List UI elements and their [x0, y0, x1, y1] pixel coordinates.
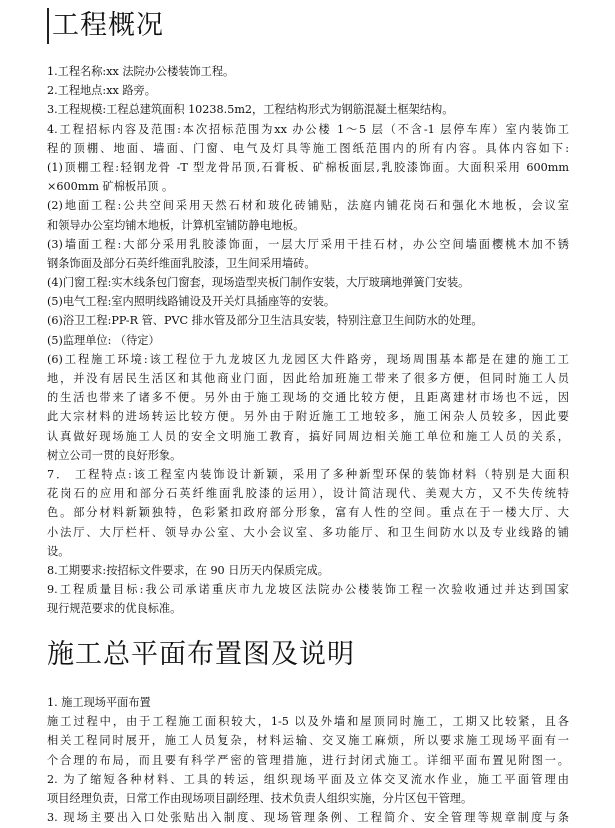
paragraph-line: (1)顶棚工程:轻钢龙骨 -T 型龙骨吊顶,石膏板、矿棉板面层,乳胶漆饰面。大面积采用 600mm [47, 160, 569, 174]
paragraph-line: 项目经理负责，日常工作由现场项目副经理、技术负责人组织实施，分片区包干管理。 [47, 791, 473, 805]
paragraph-line: 2. 为了缩短各种材料、工具的转运，组织现场平面及立体交叉流水作业，施工平面管理由 [47, 772, 569, 786]
paragraph-line: 此大宗材料的进场转运比较方便。另外由于附近施工工地较多，施工闲杂人员较多，因此要 [47, 410, 569, 424]
paragraph-line: 4.工程招标内容及范围:本次招标范围为xx 办公楼 1～5 层（不含-1 层停车库）室内装饰工 [47, 122, 569, 136]
paragraph-line: 3.工程规模:工程总建筑面积 10238.5m2，工程结构形式为钢筋混凝土框架结构。 [47, 103, 454, 117]
paragraph-line: (6)工程施工环境:该工程位于九龙坡区九龙园区大件路旁，现场周围基本都是在建的施工工 [47, 352, 569, 366]
paragraph-line: 8.工期要求:按招标文件要求，在 90 日历天内保质完成。 [47, 563, 329, 577]
paragraph-line: 和领导办公室均铺木地板，计算机室铺防静电地板。 [47, 218, 305, 232]
paragraph-line: 个合理的布局，而且要有科学严密的管理措施，进行封闭式施工。详细平面布置见附图一。 [47, 753, 569, 767]
paragraph-line: (5)监理单位: （待定） [47, 333, 160, 347]
paragraph-line: 2.工程地点:xx 路旁。 [47, 84, 156, 98]
paragraph-line: 1. 施工现场平面布置 [47, 696, 151, 709]
paragraph-line: (2)地面工程:公共空间采用天然石材和玻化砖铺贴，法庭内铺花岗石和强化木地板，会议室 [47, 199, 569, 213]
paragraph-line: 3. 现场主要出入口处张贴出入制度、现场管理条例、工程简介、安全管理等规章制度与条 [47, 811, 569, 825]
paragraph-line: 小法厅、大厅栏杆、领导办公室、大小会议室、多功能厅、和卫生间防水以及专业线路的铺 [47, 525, 569, 539]
paragraph-line: 色。部分材料新颖独特，色彩紧扣政府部分形象，富有人性的空间。重点在于一楼大厅、大 [47, 506, 569, 520]
site-layout-body [47, 693, 569, 827]
paragraph-line: (4)门窗工程:实木线条包门窗套，现场造型夹板门制作安装，大厅玻璃地弹簧门安装。 [47, 276, 470, 290]
paragraph-line: 树立公司一贯的良好形象。 [47, 448, 182, 462]
section-title-project-overview: 工程概况 [52, 10, 164, 41]
paragraph-line: (5)电气工程:室内照明线路铺设及开关灯具插座等的安装。 [47, 295, 336, 309]
paragraph-line: 钢条饰面及部分石英纤维面乳胶漆，卫生间采用墙砖。 [47, 256, 316, 270]
paragraph-line: (6)浴卫工程:PP-R 管、PVC 排水管及部分卫生洁具安装，特别注意卫生间防水的处理。 [47, 314, 483, 328]
paragraph-line: 设。 [47, 544, 70, 558]
project-overview-body [47, 62, 569, 618]
paragraph-line: (3)墙面工程:大部分采用乳胶漆饰面，一层大厅采用干挂石材，办公空间墙面樱桃木加不锈 [47, 237, 569, 251]
paragraph-line: 施工过程中，由于工程施工面积较大，1-5 以及外墙和屋顶同时施工，工期又比较紧，且各 [47, 715, 569, 729]
paragraph-line: 相关工程同时展开，施工人员复杂，材料运输、交叉施工麻烦，所以要求施工现场平面有一 [47, 734, 569, 748]
paragraph-line: 现行规范要求的优良标准。 [47, 602, 182, 616]
paragraph-line: 程的顶棚、地面、墙面、门窗、电气及灯具等施工图纸范围内的所有内容。具体内容如下: [47, 141, 569, 155]
paragraph-line: ×600mm 矿棉板吊顶 。 [47, 180, 174, 194]
paragraph-line: 的生活也带来了诸多不便。另外由于施工现场的交通比较方便，且距离建材市场也不远，因 [47, 391, 569, 405]
paragraph-line: 认真做好现场施工人员的安全文明施工教育，搞好同周边相关施工单位和施工人员的关系， [47, 429, 569, 443]
paragraph-line: 花岗石的应用和部分石英纤维面乳胶漆的运用），设计简洁现代、美观大方，又不失传统特 [47, 487, 569, 501]
paragraph-line: 9.工程质量目标:我公司承诺重庆市九龙坡区法院办公楼装饰工程一次验收通过并达到国家 [47, 583, 569, 597]
paragraph-line: 地，并没有居民生活区和其他商业门面，因此给加班施工带来了很多方便，但同时施工人员 [47, 372, 569, 385]
section-title-site-layout: 施工总平面布置图及说明 [47, 639, 355, 670]
paragraph-line: 1.工程名称:xx 法院办公楼装饰工程。 [47, 65, 235, 78]
paragraph-line: 7． 工程特点:该工程室内装饰设计新颖，采用了多种新型环保的装饰材料（特别是大面积 [47, 467, 569, 481]
text-cursor [47, 8, 49, 44]
